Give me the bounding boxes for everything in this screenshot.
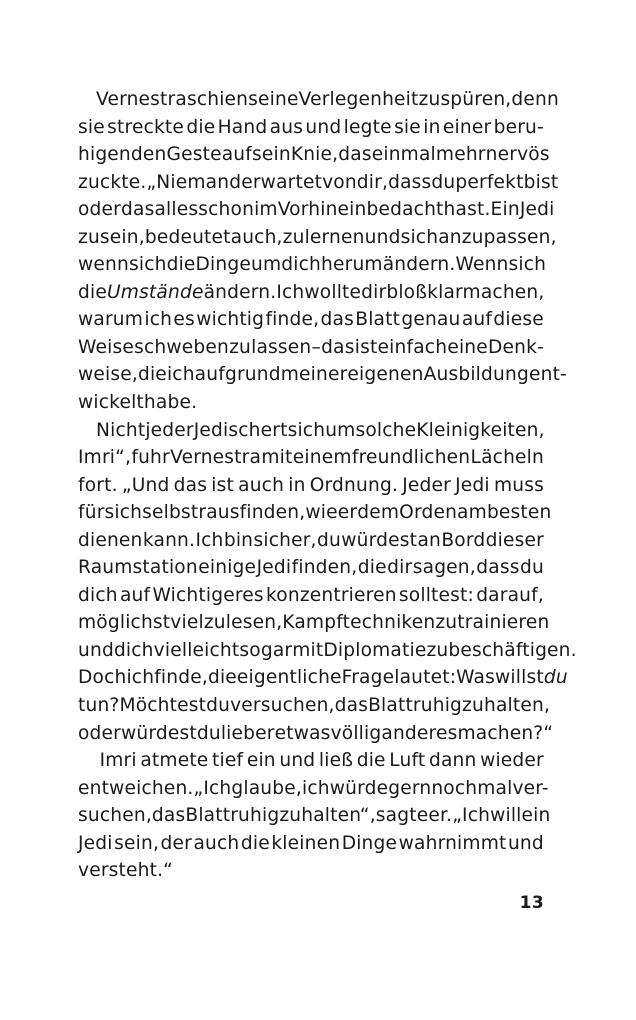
word: würde <box>329 777 389 799</box>
word: hast. <box>443 199 491 221</box>
word: auf <box>461 309 493 331</box>
word: mit <box>292 639 324 661</box>
word: bedacht <box>366 199 444 221</box>
word: Was <box>456 667 496 689</box>
text-line <box>78 306 544 334</box>
word: warum <box>78 309 144 331</box>
word: die <box>356 750 386 772</box>
word: lernen <box>304 226 365 248</box>
word: auch, <box>230 226 283 248</box>
word: ich <box>144 309 173 331</box>
word: nervös <box>485 144 550 166</box>
word: Jedi <box>78 832 113 854</box>
word: streckte <box>107 116 185 138</box>
word: weise, <box>78 364 138 386</box>
word: will <box>490 805 522 827</box>
word: schon <box>198 199 255 221</box>
word: ent- <box>528 364 567 386</box>
word: sie <box>78 116 105 138</box>
word: wenn <box>78 254 129 276</box>
text-line <box>78 169 559 197</box>
word: aufgrund <box>194 364 281 386</box>
word: das <box>173 474 208 496</box>
text-line <box>78 857 544 885</box>
word: freundlichen <box>351 447 471 469</box>
word: suchen, <box>78 805 152 827</box>
word: darauf, <box>476 584 544 606</box>
word: wahrnimmt <box>398 832 507 854</box>
word: Blatt <box>185 805 231 827</box>
word: spüren, <box>440 89 512 110</box>
word: Raumstation <box>78 557 198 579</box>
word: zu <box>435 612 458 634</box>
word: das <box>121 199 155 221</box>
word: zu <box>229 336 251 358</box>
word: noch <box>431 777 478 799</box>
word: Verlegenheit <box>298 89 419 110</box>
paragraph-indent <box>78 747 96 775</box>
word: Jedi <box>455 474 490 496</box>
word: in <box>288 474 306 496</box>
word: einem <box>292 447 352 469</box>
word: schien <box>186 89 249 110</box>
word: schert <box>228 419 288 441</box>
word: ein <box>521 805 551 827</box>
word: sich <box>104 502 143 524</box>
text-line <box>78 417 544 445</box>
word: schweben <box>134 336 229 358</box>
word: bist <box>523 171 559 193</box>
word: lieber <box>220 722 275 744</box>
word: und <box>78 639 114 661</box>
word: Dinge <box>195 254 251 276</box>
word: du <box>196 722 221 744</box>
word: dienen <box>78 529 143 551</box>
word: Jedi <box>519 199 555 221</box>
text-line <box>78 141 550 169</box>
word: einige <box>198 557 257 579</box>
word: sein, <box>99 226 145 248</box>
word: würdest <box>341 529 418 551</box>
text-line <box>78 444 544 472</box>
word: Weise <box>78 336 134 358</box>
word: sogar <box>239 639 293 661</box>
word: zu <box>279 805 302 827</box>
text-line <box>78 775 549 803</box>
paragraph-indent <box>78 417 96 445</box>
word: bloß <box>386 281 428 303</box>
word: du <box>206 695 231 717</box>
word: Wichtigeres <box>152 584 264 606</box>
word: Kleinigkeiten, <box>416 419 545 441</box>
text-line <box>78 389 544 417</box>
word: Hand <box>217 116 268 138</box>
word: willst <box>495 667 544 689</box>
word: Knie, <box>290 144 339 166</box>
text-line <box>78 86 559 114</box>
word: eigentliche <box>236 667 342 689</box>
word: Vernestra <box>170 447 262 469</box>
word: lesen, <box>225 612 283 634</box>
word: bedeutet <box>144 226 231 248</box>
word: auch <box>193 832 240 854</box>
word: Kampftechniken <box>282 612 436 634</box>
word: bin <box>223 529 254 551</box>
text-line <box>78 692 551 720</box>
word: Ich <box>195 529 224 551</box>
text-line <box>78 499 552 527</box>
word: halten, <box>483 695 551 717</box>
word: dieser <box>485 529 544 551</box>
word: etwas <box>274 722 331 744</box>
text-line <box>78 279 544 307</box>
word: rausfinden, <box>198 502 306 524</box>
word: halten“, <box>301 805 376 827</box>
word: machen?“ <box>457 722 554 744</box>
word: die <box>137 364 167 386</box>
word: Vernestra <box>96 89 187 110</box>
word: mehr <box>435 144 486 166</box>
text-line <box>78 251 547 279</box>
word: glaube, <box>231 777 302 799</box>
text-line <box>78 664 568 692</box>
word: Dinge <box>341 832 398 854</box>
word: sich <box>508 254 547 276</box>
word: finden, <box>291 557 358 579</box>
word: ein <box>246 750 276 772</box>
word: Möchtest <box>119 695 207 717</box>
text-line <box>78 830 544 858</box>
word: er <box>337 502 358 524</box>
word: sein, <box>114 832 160 854</box>
word: dass <box>388 171 432 193</box>
word: wickelt <box>78 392 144 414</box>
word: besten <box>486 502 552 524</box>
word: die <box>166 254 196 276</box>
word: sich <box>128 254 167 276</box>
text-line <box>78 361 567 389</box>
word: auch <box>238 474 285 496</box>
text-line <box>78 472 544 500</box>
word: an <box>417 529 442 551</box>
word: anderes <box>381 722 458 744</box>
word: möglichst <box>78 612 171 634</box>
word: für <box>78 502 105 524</box>
word: Jedi <box>256 557 292 579</box>
word: beschäftigen. <box>448 639 577 661</box>
word: du <box>431 171 456 193</box>
word: er. <box>428 805 453 827</box>
emphasis-word: Umstände <box>106 281 204 303</box>
text-line <box>78 224 557 252</box>
word: finde, <box>265 309 320 331</box>
word: dich <box>78 584 118 606</box>
word: lautet: <box>394 667 457 689</box>
word: zu <box>78 226 100 248</box>
word: sicher, <box>253 529 317 551</box>
word: alles <box>154 199 199 221</box>
word: Imri“, <box>78 447 132 469</box>
word: Bord <box>441 529 486 551</box>
word: seine <box>248 89 299 110</box>
word: einmal <box>371 144 436 166</box>
word: um <box>251 254 282 276</box>
word: das <box>151 805 186 827</box>
word: diese <box>493 309 544 331</box>
word: eine <box>447 336 488 358</box>
word: dass <box>476 557 520 579</box>
paragraph-indent <box>78 86 96 114</box>
word: herum <box>321 254 383 276</box>
word: zuckte. <box>78 171 147 193</box>
word: sagen, <box>412 557 476 579</box>
word: die <box>78 281 107 303</box>
text-line <box>78 196 555 224</box>
word: zu <box>418 89 441 110</box>
word: entweichen. <box>78 777 194 799</box>
word: muss <box>493 474 544 496</box>
word: einer <box>442 116 492 138</box>
word: das <box>321 336 355 358</box>
word: trainieren <box>457 612 550 634</box>
word: mal <box>477 777 513 799</box>
word: „Ich <box>452 805 491 827</box>
word: dich <box>113 639 154 661</box>
word: ich <box>166 364 195 386</box>
word: das <box>320 309 354 331</box>
text-line <box>78 554 544 582</box>
word: genau <box>401 309 461 331</box>
word: solche <box>355 419 417 441</box>
word: habe. <box>143 392 198 414</box>
word: sich <box>287 419 326 441</box>
word: dann <box>428 750 477 772</box>
word: lassen <box>251 336 312 358</box>
word: legte <box>343 116 392 138</box>
word: viel <box>170 612 204 634</box>
word: ruhig <box>412 695 463 717</box>
word: versuchen, <box>230 695 335 717</box>
word: Doch <box>78 667 127 689</box>
word: atmete <box>140 750 209 772</box>
word: ruhig <box>230 805 280 827</box>
word: „Und <box>121 474 170 496</box>
word: im <box>254 199 278 221</box>
word: zu <box>462 695 484 717</box>
word: „Niemand <box>146 171 242 193</box>
word: einfach <box>377 336 448 358</box>
word: tief <box>212 750 244 772</box>
word: die <box>186 116 216 138</box>
word: meiner <box>280 364 348 386</box>
word: sein <box>252 144 291 166</box>
word: ist <box>354 336 378 358</box>
word: Geste <box>166 144 222 166</box>
word: zu <box>282 226 305 248</box>
word: am <box>457 502 487 524</box>
word: Vorhinein <box>277 199 367 221</box>
word: eigenen <box>347 364 424 386</box>
emphasis-word: du <box>543 667 568 689</box>
word: ist <box>211 474 234 496</box>
word: wollte <box>304 281 362 303</box>
text-line <box>78 747 544 775</box>
word: Wenn <box>455 254 509 276</box>
word: jeder <box>145 419 194 441</box>
word: Diplomatie <box>323 639 427 661</box>
word: kann. <box>142 529 196 551</box>
page-number: 13 <box>519 893 544 913</box>
word: völlig <box>330 722 382 744</box>
word: du <box>316 529 341 551</box>
word: selbst <box>142 502 199 524</box>
word: Jedi <box>193 419 229 441</box>
word: das <box>334 695 369 717</box>
word: wie <box>305 502 338 524</box>
body-text <box>78 86 577 885</box>
word: Ausbildung <box>423 364 529 386</box>
word: Blatt <box>368 695 413 717</box>
word: Frage <box>341 667 395 689</box>
word: aus <box>269 116 304 138</box>
word: um <box>325 419 356 441</box>
word: Ich <box>276 281 305 303</box>
word: Blatt <box>355 309 401 331</box>
text-line <box>78 582 544 610</box>
word: solltest: <box>398 584 474 606</box>
word: zu <box>203 612 226 634</box>
word: ich <box>126 667 155 689</box>
text-line <box>78 637 577 665</box>
text-line <box>78 114 544 142</box>
word: ändern. <box>382 254 456 276</box>
word: auf <box>119 584 151 606</box>
word: die <box>207 667 237 689</box>
word: ließ <box>318 750 354 772</box>
word: versteht.“ <box>78 860 173 882</box>
word: ver- <box>512 777 549 799</box>
word: konzentrieren <box>266 584 397 606</box>
word: „Ich <box>193 777 232 799</box>
word: du <box>520 557 544 579</box>
word: oder <box>78 722 122 744</box>
word: Nicht <box>96 419 146 441</box>
word: die <box>240 832 270 854</box>
word: Jeder <box>402 474 451 496</box>
word: Ordnung. <box>309 474 399 496</box>
word: kleinen <box>271 832 341 854</box>
word: sich <box>400 226 439 248</box>
word: Orden <box>399 502 458 524</box>
word: – <box>311 336 322 358</box>
word: vielleicht <box>153 639 240 661</box>
word: die <box>357 557 387 579</box>
word: dich <box>281 254 322 276</box>
word: Imri <box>99 750 137 772</box>
word: ich <box>302 777 330 799</box>
word: perfekt <box>455 171 524 193</box>
word: mit <box>261 447 293 469</box>
word: sagte <box>375 805 429 827</box>
text-line <box>78 802 551 830</box>
word: das <box>338 144 372 166</box>
word: auf <box>221 144 252 166</box>
word: dem <box>357 502 400 524</box>
word: zu <box>426 639 449 661</box>
word: wichtig <box>196 309 265 331</box>
text-line <box>78 334 544 362</box>
word: tun? <box>78 695 120 717</box>
word: anzupassen, <box>438 226 557 248</box>
word: von <box>322 171 357 193</box>
word: es <box>173 309 195 331</box>
word: und <box>279 750 316 772</box>
word: Denk- <box>488 336 544 358</box>
word: und <box>305 116 342 138</box>
word: denn <box>511 89 559 110</box>
word: finde, <box>154 667 208 689</box>
word: beru- <box>493 116 544 138</box>
text-line <box>78 720 554 748</box>
word: dir <box>387 557 413 579</box>
word: gern <box>388 777 432 799</box>
word: higenden <box>78 144 167 166</box>
word: sie <box>394 116 421 138</box>
text-line <box>78 609 550 637</box>
word: und <box>364 226 401 248</box>
word: und <box>507 832 544 854</box>
word: Ein <box>490 199 520 221</box>
word: in <box>423 116 441 138</box>
word: Lächeln <box>470 447 544 469</box>
word: dir, <box>356 171 389 193</box>
word: fuhr <box>131 447 170 469</box>
word: ändern. <box>203 281 277 303</box>
word: oder <box>78 199 122 221</box>
word: erwartet <box>241 171 323 193</box>
text-line <box>78 527 544 555</box>
word: Luft <box>389 750 426 772</box>
word: würdest <box>121 722 197 744</box>
word: klarmachen, <box>427 281 545 303</box>
word: fort. <box>78 474 118 496</box>
word: dir <box>361 281 387 303</box>
word: wieder <box>480 750 544 772</box>
word: der <box>160 832 192 854</box>
